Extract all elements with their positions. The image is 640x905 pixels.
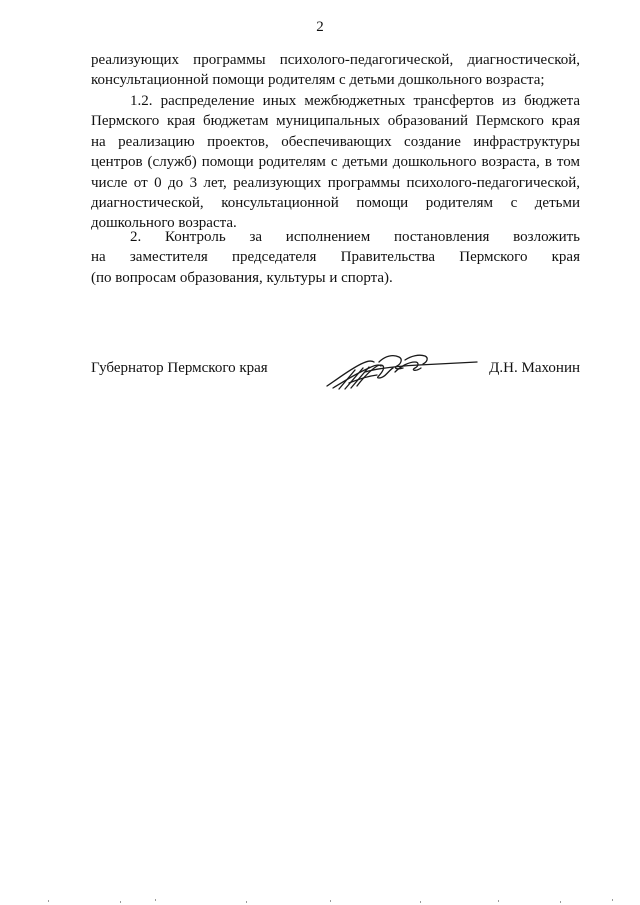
signatory-position: Губернатор Пермского края [91, 360, 268, 376]
text-line: на заместителя председателя Правительства Пермского края [91, 249, 580, 266]
text-line: дошкольного возраста. [91, 215, 237, 232]
scan-speck [330, 900, 331, 902]
scan-noise [0, 893, 640, 905]
handwritten-signature [319, 348, 479, 393]
scan-speck [155, 899, 156, 901]
paragraph-continuation [91, 50, 580, 91]
text-line: консультационной помощи родителям с детьми дошкольного возраста; [91, 72, 545, 89]
paragraph-item-1-2 [91, 91, 580, 234]
scan-speck [48, 900, 49, 902]
signature-block [91, 360, 580, 400]
scan-speck [498, 900, 499, 902]
text-line: 1.2. распределение иных межбюджетных трансфертов из бюджета [130, 93, 580, 109]
text-line: Пермского края бюджетам муниципальных образований Пермского края [91, 113, 580, 130]
scan-speck [246, 901, 247, 903]
page-number: 2 [316, 19, 324, 35]
text-line: на реализацию проектов, обеспечивающих создание инфраструктуры [91, 133, 580, 150]
text-line: 2. Контроль за исполнением постановления возложить [130, 229, 580, 245]
scan-speck [420, 901, 421, 903]
scan-speck [612, 899, 613, 901]
scan-speck [560, 901, 561, 903]
signatory-name: Д.Н. Махонин [489, 360, 580, 376]
scan-speck [120, 901, 121, 903]
text-line: диагностической, консультационной помощи родителям с детьми [91, 195, 580, 212]
paragraph-item-2 [91, 227, 580, 288]
text-line: числе от 0 до 3 лет, реализующих программы психолого-педагогической, [91, 174, 580, 191]
text-line: реализующих программы психолого-педагогической, диагностической, [91, 52, 580, 68]
text-line: центров (служб) помощи родителям с детьми дошкольного возраста, в том [91, 154, 580, 171]
text-line: (по вопросам образования, культуры и спорта). [91, 269, 393, 286]
